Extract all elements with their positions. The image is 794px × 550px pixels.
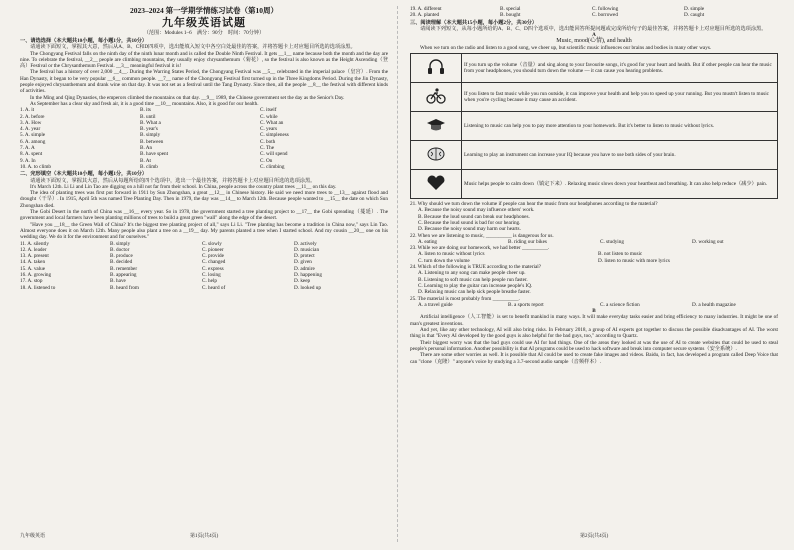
music-table-text: Learning to play an instrument can increase your IQ because you have to use both sides of your brain. xyxy=(462,141,778,170)
answer-option: B. At xyxy=(140,157,151,164)
bicycle-icon xyxy=(411,83,462,112)
answer-option: 2. A. before xyxy=(20,113,45,120)
answer-option: C. simpleness xyxy=(260,132,289,139)
passage-paragraph: Artificial intelligence（人工智能）is set to benefit mankind in many ways. It will make everyday tasks easier and bring efficiency to many industries. It might be one of man's greatest inventions. xyxy=(410,314,778,327)
answer-option: D. looked up xyxy=(294,284,321,291)
passage-a-label: A xyxy=(592,32,596,39)
answer-option: C. climbing xyxy=(260,163,285,170)
answer-option: D. Relaxing music can help sick people breathe faster. xyxy=(418,289,531,296)
answer-option: C. years xyxy=(260,126,277,133)
music-table-row xyxy=(411,54,778,83)
answer-option: C. Because the loud sound is bad for our hearing. xyxy=(418,219,521,226)
left-page xyxy=(20,6,388,542)
answer-option: A. eating xyxy=(418,238,438,245)
answer-option: D. musician xyxy=(294,246,320,253)
answer-option: 13. A. present xyxy=(20,253,49,260)
question-23-options xyxy=(410,251,778,264)
footer-page: 第1页(共4页) xyxy=(190,534,219,539)
answer-option: 11. A. silently xyxy=(20,240,49,247)
answer-option: D. a health magazine xyxy=(692,301,736,308)
answer-option: D. working out xyxy=(692,238,724,245)
answer-option: A. listen to music without lyrics xyxy=(418,251,485,258)
section-1-instructions: 请通读下面短文，掌握其大意，然后从A、B、C和D四项中，选出能填入短文中各空白处最佳的答案，并将答题卡上对应题目所选的选项涂黑。 xyxy=(30,44,356,51)
answer-option: B. bought xyxy=(500,12,521,19)
answer-option: B. between xyxy=(140,138,164,145)
answer-option: 6. A. among xyxy=(20,138,46,145)
answer-option: B. Because the loud sound can break our headphones. xyxy=(418,213,530,220)
section-1-heading: 一、请选选择（本大题共10小题，每小题1分，共10分） xyxy=(20,38,148,44)
question-options-1-10 xyxy=(20,107,388,170)
answer-option: B. doctor xyxy=(110,246,130,253)
answer-option: D. keep xyxy=(294,278,311,285)
passage-paragraph: The festival has a history of over 2,000 __4__. During the Warring States Period, the Chongyang Festival was __5__ celebrated in the imperial palace（皇宫）. From the Han Dynasty, it began to be very popular __6__ common people. __7__ name of the Chongyang Festival first turned up in the Three Kingdoms Period. During the Jin Dynasty, people enjoyed chrysanthemum and drank wine on that day. It was not set as a festival until the Tang Dynasty. Since then, all the people __8__ the festival with different kinds of activities. xyxy=(20,69,388,95)
section-3-heading: 三、阅读理解（本大题共15小题，每小题2分，共30分） xyxy=(410,19,538,26)
answer-option: C. turn down the volume xyxy=(418,257,470,264)
answer-option: 3. A. How xyxy=(20,119,42,126)
answer-option: D. admire xyxy=(294,265,315,272)
answer-option: B. remember xyxy=(110,265,138,272)
answer-option: C. losing xyxy=(202,271,221,278)
passage-paragraph: "Have you __18__ the Green Wall of China? It's the biggest tree planting project of all," says Li Li. "Tree planting has become a tradition in China now," says Lin Tao. Almost everyone does it on March 12th. Many people also plant a tree on a __19__ day. My parents planted a tree when I started school. And my cousin __20__ one on his wedding day. We do it for the environment and for ourselves." xyxy=(20,221,388,241)
question-24-options xyxy=(410,270,778,295)
exam-subtitle: （范围：Modules 1–6 满分：90分 时间：70分钟） xyxy=(143,30,265,36)
answer-option: B. riding our bikes xyxy=(508,238,547,245)
passage-paragraph: The idea of planting trees was first put forward in 1911 by Sun Zhongshan, a great __12__ in Chinese history. He said we need more trees to __13__ against flood and drought（干旱）. In 1915, April 5th was named Tree Planting Day. Then in 1979, the day was __14__ to March 12th. Because people wanted to __15__ the date on which Sun Zhongshan died. xyxy=(20,190,388,209)
answer-option: C. On xyxy=(260,157,273,164)
passage-paragraph: It's March 12th. Li Li and Lin Tao are digging on a hill not far from their school. In China, people across the country plant trees __11__ on this day. xyxy=(30,183,337,190)
answer-option: D. caught xyxy=(684,12,705,19)
passage-paragraph: As September has a clear sky and fresh air, it is a good time __10__ mountains. Also, it is good for our health. xyxy=(30,100,259,107)
music-table-text: If you turn up the volume（音量）and sing along to your favourite songs, it's good for your heart and health. But if other people can hear the music from your headphones, you should turn down the volume — it can cause you hearing problems. xyxy=(462,54,778,83)
answer-option: B. have spent xyxy=(140,151,169,158)
answer-option: 15. A. value xyxy=(20,265,46,272)
section-2-instructions: 请通读下面短文，掌握其大意，然后从每题所给的四个选项中，选出一个最佳答案，并将答题卡上对应题目所选的选项涂黑。 xyxy=(30,177,316,184)
passage-paragraph: And yet, like any other technology, AI will also bring risks. In February 2018, a group of AI experts got together to discuss the possible disadvantages of AI. The worst thing is that "Every AI developed by the good guys is also helpful for the bad guys, too," according to Quartz. xyxy=(410,327,778,340)
answer-option: C. help xyxy=(202,278,217,285)
answer-option: D. happening xyxy=(294,271,322,278)
answer-option: B. special xyxy=(500,6,521,12)
answer-option: B. appearing xyxy=(110,271,137,278)
answer-option: D. given xyxy=(294,259,312,266)
exam-title: 九年级英语试题 xyxy=(162,17,246,29)
question-24: 24. Which of the following is TRUE according to the material? xyxy=(410,264,542,271)
answer-option: 8. A. spent xyxy=(20,151,43,158)
question-options-19-20 xyxy=(410,6,778,19)
answer-option: C. provide xyxy=(202,253,224,260)
passage-paragraph: There are some other worries as well. It is possible that AI could be used to create fake images and videos. Baidu, in fact, has developed a program called Deep Voice that can "clone（克隆）" anyone's voice by studying a 3.7-second audio sample（音频样本）. xyxy=(410,352,778,365)
graduation-cap-icon xyxy=(411,112,462,141)
answer-option: B. year's xyxy=(140,126,158,133)
answer-option: C. both xyxy=(260,138,276,145)
answer-option: 1. A. it xyxy=(20,107,35,114)
answer-option: 10. A. to climb xyxy=(20,163,51,170)
answer-option: C. changed xyxy=(202,259,226,266)
answer-option: A. a travel guide xyxy=(418,301,453,308)
passage-paragraph: The Gobi Desert in the north of China was __16__ every year. So in 1978, the government started a tree planting project to __17__ the Gobi spreading（蔓延）. The government and local farmers have been planting millions of trees to build a great green "wall" along the edge of the desert. xyxy=(20,209,388,222)
question-25: 25. The material is most probably from __________. xyxy=(410,295,520,302)
answer-option: 18. A. listened to xyxy=(20,284,56,291)
answer-option: A. Because the noisy sound may influence others' work. xyxy=(418,207,535,214)
music-table-text: If you listen to fast music while you run outside, it can improve your health and help you to speed up your running. But you mustn't listen to music when you're cycling because it may cause an accident. xyxy=(462,83,778,112)
passage-paragraph: Their biggest worry was that the bad guys could use AI for bad things. One of the areas they looked at was the use of AI to create websites that could be used to steal people's personal information. Another possibility is that AI programs could be used to hack software and break into computer secure systems（安全系统）. xyxy=(410,339,778,352)
music-table-row xyxy=(411,170,778,199)
answer-option: 20. A. planted xyxy=(410,12,440,19)
answer-option: C. itself xyxy=(260,107,277,114)
answer-option: 9. A. In xyxy=(20,157,36,164)
answer-option: C. following xyxy=(592,6,619,12)
answer-option: 19. A. different xyxy=(410,6,442,12)
exam-header: 2023–2024 第一学期学情练习试卷（第10周） xyxy=(129,6,279,15)
answer-option: D. Because the noisy sound may harm our hearts. xyxy=(418,226,521,233)
answer-option: B. climb xyxy=(140,163,158,170)
music-table-text: Music helps people to calm down（镇定下来）. Relaxing music slows down your heartbeat and breathing. It can also help reduce（减少）pain. xyxy=(462,170,778,199)
answer-option: B. its xyxy=(140,107,151,114)
footer-page: 第2页(共4页) xyxy=(580,534,609,539)
passage-b-label: B xyxy=(592,308,596,315)
answer-option: C. The xyxy=(260,145,275,152)
answer-option: C. slowly xyxy=(202,240,222,247)
answer-option: B. What a xyxy=(140,119,161,126)
answer-option: B. a sports report xyxy=(508,301,544,308)
question-22: 22. When we are listening to music, __________ is dangerous for us. xyxy=(410,232,554,239)
answer-option: B. Listening to soft music can help people run faster. xyxy=(418,276,528,283)
answer-option: 5. A. simple xyxy=(20,132,46,139)
answer-option: D. listen to music with more lyrics xyxy=(598,257,670,264)
answer-option: B. produce xyxy=(110,253,133,260)
answer-option: 14. A. taken xyxy=(20,259,46,266)
question-23: 23. While we are doing our homework, we had better __________. xyxy=(410,245,550,252)
answer-option: B. until xyxy=(140,113,156,120)
answer-option: 4. A. year xyxy=(20,126,41,133)
brain-icon xyxy=(411,141,462,170)
page-divider xyxy=(397,6,398,542)
answer-option: B. not listen to music xyxy=(598,251,643,258)
passage-a-intro: When we turn on the radio and listen to a good song, we cheer up, but scientific music influences our brains and bodies in many other ways. xyxy=(420,44,712,51)
section-3-instructions: 请阅读下列短文，从每小题所给的A、B、C、D四个选项中，选出能回答所提问题或完成所给句子的最佳答案，并将答题卡上对应题目所选的选项涂黑。 xyxy=(420,25,767,32)
answer-option: C. while xyxy=(260,113,278,120)
question-21-options xyxy=(410,207,778,232)
music-table xyxy=(410,53,778,199)
music-table-row xyxy=(411,141,778,170)
footer-left: 九年级英语 xyxy=(20,534,46,539)
music-table-row xyxy=(411,112,778,141)
section-2-heading: 二、完形填空（本大题共10小题，每小题1分，共10分） xyxy=(20,171,148,178)
answer-option: C. What an xyxy=(260,119,284,126)
answer-option: B. have xyxy=(110,278,126,285)
answer-option: C. borrowed xyxy=(592,12,618,19)
answer-option: 7. A. A xyxy=(20,145,35,152)
right-page xyxy=(410,6,778,542)
answer-option: C. a science fiction xyxy=(600,301,640,308)
answer-option: C. will spend xyxy=(260,151,288,158)
passage-paragraph: In the Ming and Qing Dynasties, the emperors climbed the mountains on that day. __9__ 1989, the Chinese government set the day as the Senior's Day. xyxy=(30,94,345,101)
answer-option: D. protect xyxy=(294,253,315,260)
answer-option: 16. A. growing xyxy=(20,271,52,278)
ear-headphone-icon xyxy=(411,54,462,83)
answer-option: D. simple xyxy=(684,6,705,12)
question-21: 21. Why should we turn down the volume if people can hear the music from our headphones according to the material? xyxy=(410,201,658,208)
answer-option: B. simply xyxy=(140,132,161,139)
answer-option: C. heard of xyxy=(202,284,226,291)
music-table-row xyxy=(411,83,778,112)
answer-option: 12. A. leader xyxy=(20,246,47,253)
passage-a-title: Music, mood(心情), and health xyxy=(556,38,632,45)
answer-option: 17. A. stop xyxy=(20,278,43,285)
answer-option: B. An xyxy=(140,145,153,152)
answer-option: C. Learning to play the guitar can increase people's IQ. xyxy=(418,282,533,289)
answer-option: C. pioneer xyxy=(202,246,224,253)
answer-option: C. express xyxy=(202,265,224,272)
question-options-11-18 xyxy=(20,241,388,291)
answer-option: B. decided xyxy=(110,259,133,266)
answer-option: C. studying xyxy=(600,238,624,245)
answer-option: B. simply xyxy=(110,240,131,247)
answer-option: B. heard from xyxy=(110,284,139,291)
heart-icon xyxy=(411,170,462,199)
passage-paragraph: The Chongyang Festival falls on the ninth day of the ninth lunar month and is called the Double Ninth Festival. It gets __1__ name because both the month and the day are nine. To celebrate the festival, __2__ people are climbing mountains, they usually enjoy chrysanthemum（菊花）, so the festival is also known as the Height Ascending（登高）Festival or the Chrysanthemum Festival. __3__ meaningful festival it is! xyxy=(20,50,388,70)
answer-option: D. actively xyxy=(294,240,317,247)
music-table-text: Listening to music can help you to pay more attention to your homework. But it's better to listen to music without lyrics. xyxy=(462,112,778,141)
answer-option: A. Listening to any song can make people cheer up. xyxy=(418,270,526,277)
